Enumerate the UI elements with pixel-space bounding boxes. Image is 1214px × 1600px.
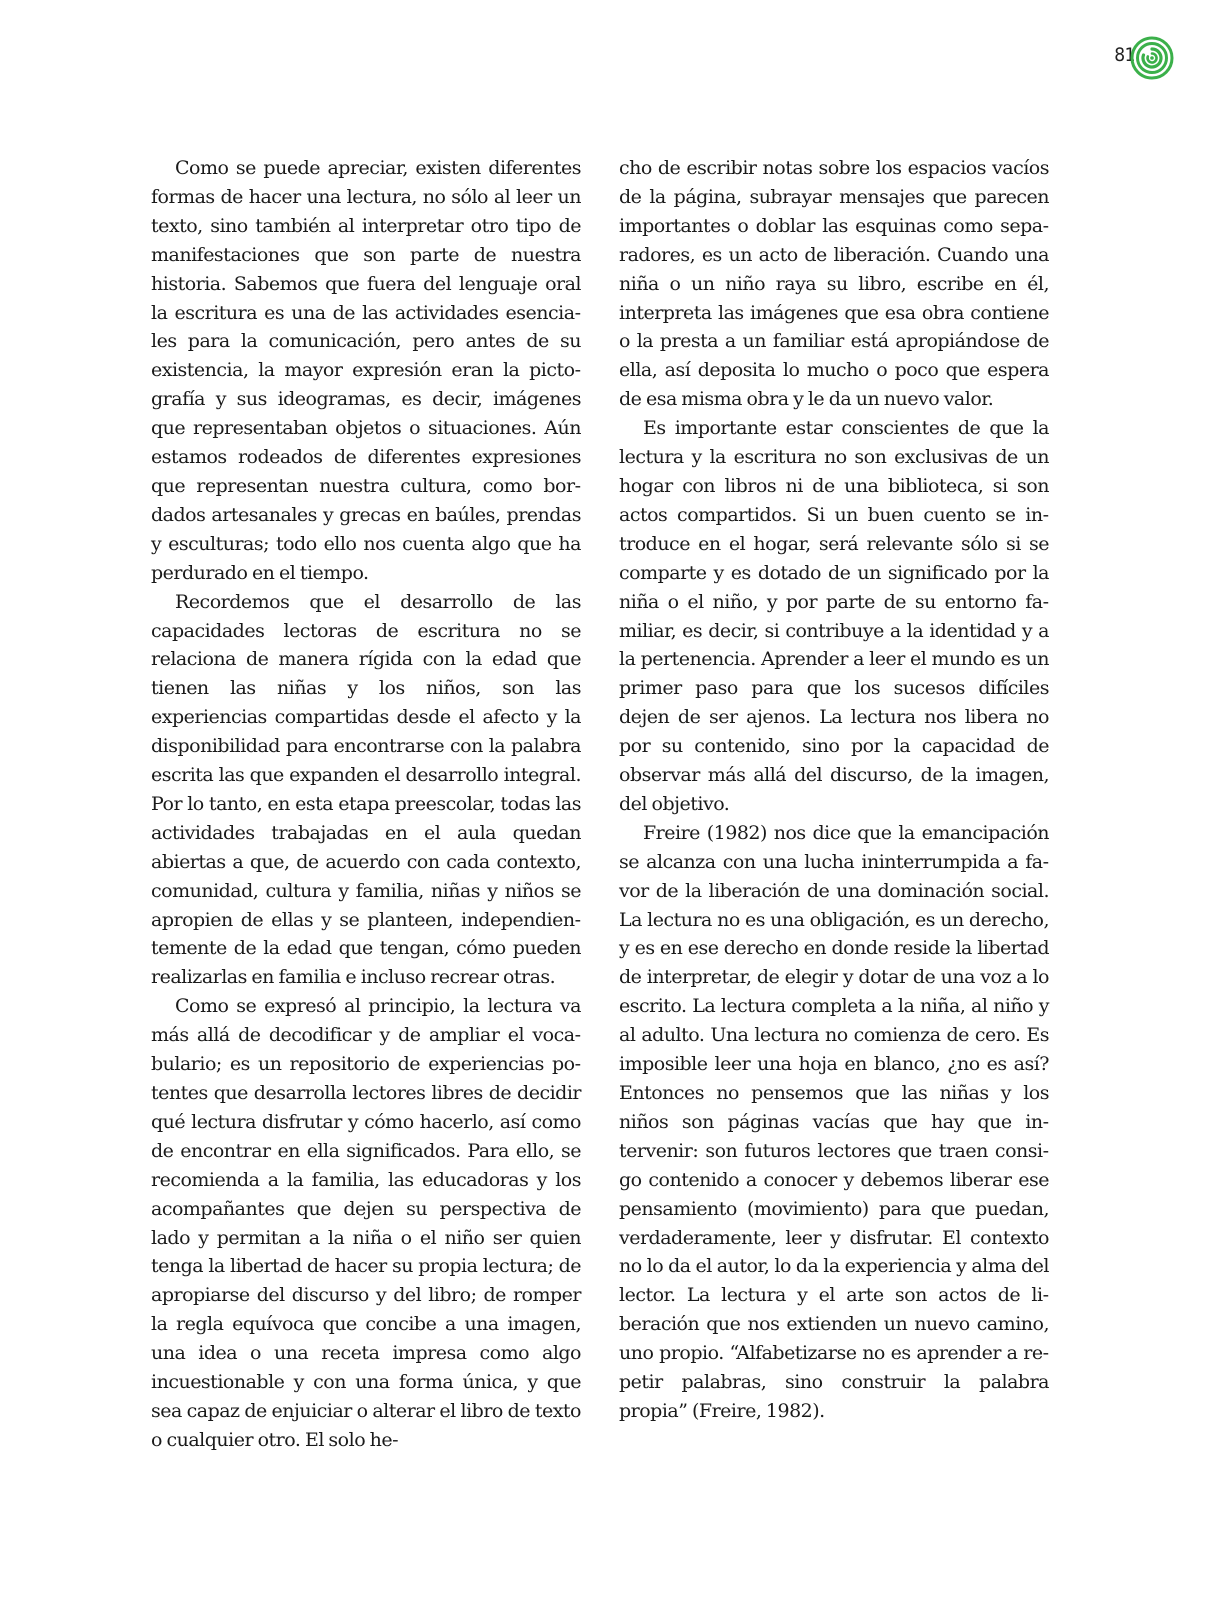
- page-number: 81: [1114, 44, 1135, 66]
- paragraph: Es importante estar conscientes de que la lectura y la escritura no son exclusivas de un hogar con libros ni de una biblioteca, si son actos compartidos. Si un buen cuento se introduce en el hogar, será relevante sólo si se comparte y es dotado de un significado por la niña o el niño, y por parte de su entorno familiar, es decir, si contribuye a la identidad y a la pertenencia. Aprender a leer el mundo es un primer paso para que los sucesos difíciles dejen de ser ajenos. La lectura nos libera no por su contenido, sino por la capacidad de observar más allá del discurso, de la imagen, del objetivo.: [619, 417, 1049, 815]
- paragraph-continued: cho de escribir notas sobre los espacios vacíos de la página, subrayar mensajes que parecen importantes o doblar las esquinas como separadores, es un acto de liberación. Cuando una niña o un niño raya su libro, escribe en él, interpreta las imágenes que esa obra contiene o la presta a un familiar está apropiándose de ella, así deposita lo mucho o poco que espera de esa misma obra y le da un nuevo valor.: [619, 157, 1049, 411]
- paragraph: Como se puede apreciar, existen diferentes formas de hacer una lectura, no sólo al leer un texto, sino también al interpretar otro tipo de manifestaciones que son parte de nuestra historia. Sabemos que fuera del lenguaje oral la escritura es una de las actividades esenciales para la comunicación, pero antes de su existencia, la mayor expresión eran la pictografía y sus ideogramas, es decir, imágenes que representaban objetos o situaciones. Aún estamos rodeados de diferentes expresiones que representan nuestra cultura, como bordados artesanales y grecas en baúles, prendas y esculturas; todo ello nos cuenta algo que ha perdurado en el tiempo.: [151, 157, 581, 584]
- paragraph: Recordemos que el desarrollo de las capacidades lectoras de escritura no se relaciona de manera rígida con la edad que tienen las niñas y los niños, son las experiencias compartidas desde el afecto y la disponibilidad para encontrarse con la palabra escrita las que expanden el desarrollo integral. Por lo tanto, en esta etapa preescolar, todas las actividades trabajadas en el aula quedan abiertas a que, de acuerdo con cada contexto, comunidad, cultura y familia, niñas y niños se apropien de ellas y se planteen, independientemente de la edad que tengan, cómo pueden realizarlas en familia e incluso recrear otras.: [151, 590, 581, 989]
- left-text-column: [151, 154, 581, 1455]
- paragraph: Freire (1982) nos dice que la emancipación se alcanza con una lucha ininterrumpida a favor de la liberación de una dominación social. La lectura no es una obligación, es un derecho, y es en ese derecho en donde reside la libertad de interpretar, de elegir y dotar de una voz a lo escrito. La lectura completa a la niña, al niño y al adulto. Una lectura no comienza de cero. Es imposible leer una hoja en blanco, ¿no es así? Entonces no pensemos que las niñas y los niños son páginas vacías que hay que intervenir: son futuros lectores que traen consigo contenido a conocer y debemos liberar ese pensamiento (movimiento) para que puedan, verdaderamente, leer y disfrutar. El contexto no lo da el autor, lo da la experiencia y alma del lector. La lectura y el arte son actos de liberación que nos extienden un nuevo camino, uno propio. “Alfabetizarse no es aprender a repetir palabras, sino construir la palabra propia” (Freire, 1982).: [619, 821, 1049, 1422]
- green-spiral-emblem-icon: [1130, 36, 1174, 80]
- right-text-column: [619, 154, 1049, 1426]
- paragraph: Como se expresó al principio, la lectura va más allá de decodificar y de ampliar el vocabulario; es un repositorio de experiencias potentes que desarrolla lectores libres de decidir qué lectura disfrutar y cómo hacerlo, así como de encontrar en ella significados. Para ello, se recomienda a la familia, las educadoras y los acompañantes que dejen su perspectiva de lado y permitan a la niña o el niño ser quien tenga la libertad de hacer su propia lectura; de apropiarse del discurso y del libro; de romper la regla equívoca que concibe a una imagen, una idea o una receta impresa como algo incuestionable y con una forma única, y que sea capaz de enjuiciar o alterar el libro de texto o cualquier otro. El solo he-: [151, 995, 581, 1451]
